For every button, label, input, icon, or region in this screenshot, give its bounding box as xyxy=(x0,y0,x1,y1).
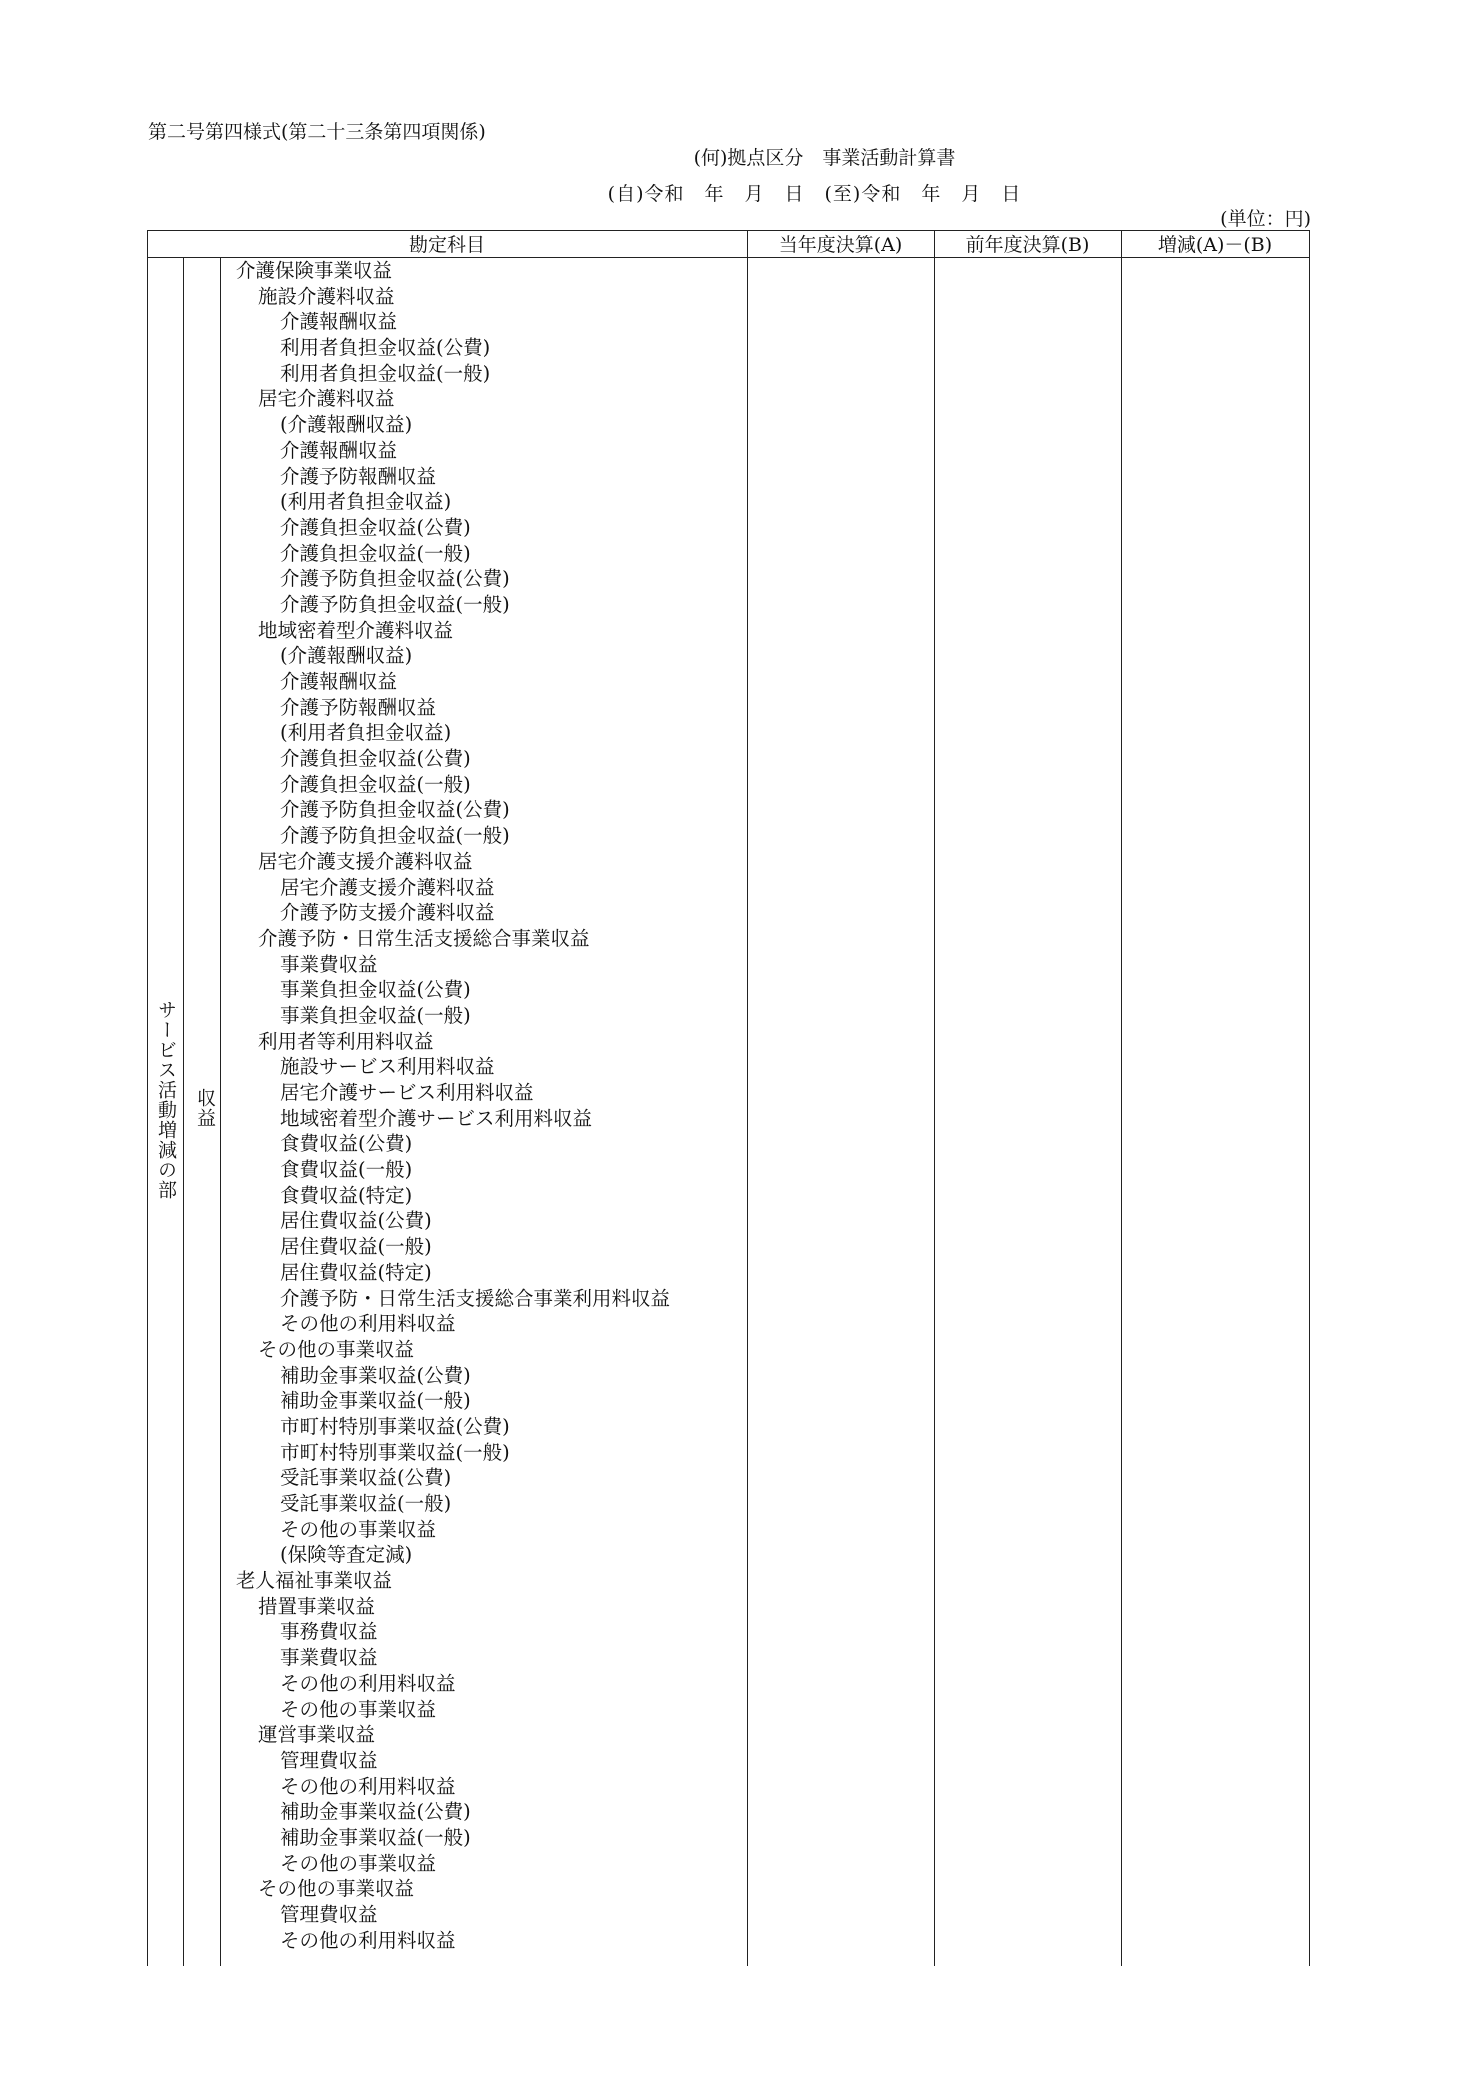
account-row: 介護報酬収益 xyxy=(280,670,398,693)
account-row: 受託事業収益(公費) xyxy=(280,1466,452,1490)
column-header-account: 勘定科目 xyxy=(408,234,485,256)
subsection-label-revenue: 収益 xyxy=(194,1088,216,1128)
account-row: 介護予防報酬収益 xyxy=(280,695,437,719)
account-row: 補助金事業収益(一般) xyxy=(280,1825,471,1849)
account-row: 補助金事業収益(公費) xyxy=(280,1800,471,1824)
account-row: 介護負担金収益(公費) xyxy=(280,747,471,771)
account-row: 施設介護料収益 xyxy=(258,284,395,308)
column-header-difference: 増減(A)－(B) xyxy=(1157,234,1273,256)
account-row: 受託事業収益(一般) xyxy=(280,1492,452,1515)
section-label-service-activity: サービス活動増減の部 xyxy=(155,1000,177,1200)
account-row: 事業負担金収益(公費) xyxy=(280,978,471,1002)
account-row: 居住費収益(特定) xyxy=(280,1260,432,1284)
account-row: その他の利用料収益 xyxy=(280,1774,456,1798)
account-row: 利用者負担金収益(公費) xyxy=(280,336,491,360)
account-row: 事業負担金収益(一般) xyxy=(280,1003,471,1027)
account-row: 介護保険事業収益 xyxy=(236,259,393,282)
account-row: その他の事業収益 xyxy=(280,1851,437,1875)
account-row: (利用者負担金収益) xyxy=(280,490,452,514)
account-row: その他の事業収益 xyxy=(258,1877,415,1901)
account-row: 介護予防・日常生活支援総合事業利用料収益 xyxy=(280,1286,671,1310)
account-row: 介護予防負担金収益(公費) xyxy=(280,567,510,591)
account-row: 老人福祉事業収益 xyxy=(236,1569,393,1593)
column-header-previous-year: 前年度決算(B) xyxy=(965,234,1090,256)
account-row: その他の事業収益 xyxy=(258,1337,415,1361)
account-row: その他の事業収益 xyxy=(280,1517,437,1541)
account-row: 市町村特別事業収益(公費) xyxy=(280,1414,510,1438)
account-row: 居宅介護支援介護料収益 xyxy=(258,849,473,873)
account-row: 事業費収益 xyxy=(280,1646,378,1670)
account-row: 居住費収益(公費) xyxy=(280,1209,432,1233)
account-row: 居宅介護サービス利用料収益 xyxy=(280,1081,534,1104)
account-row: 介護予防負担金収益(公費) xyxy=(280,798,510,822)
account-row: 介護負担金収益(一般) xyxy=(280,772,471,796)
account-row: 施設サービス利用料収益 xyxy=(280,1055,495,1079)
account-row: 管理費収益 xyxy=(280,1748,378,1772)
account-row: 管理費収益 xyxy=(280,1903,378,1926)
period-range: (自)令和 年 月 日 (至)令和 年 月 日 xyxy=(607,183,1022,205)
account-row: 事業費収益 xyxy=(280,952,378,976)
account-row: 居住費収益(一般) xyxy=(280,1235,432,1259)
account-row: 居宅介護料収益 xyxy=(258,387,395,411)
form-id: 第二号第四様式(第二十三条第四項関係) xyxy=(148,121,486,143)
account-rows xyxy=(236,258,746,1953)
account-row: 介護予防負担金収益(一般) xyxy=(280,824,510,848)
account-row: 介護予防報酬収益 xyxy=(280,464,437,488)
account-row: 運営事業収益 xyxy=(258,1723,376,1747)
account-row: 介護報酬収益 xyxy=(280,310,398,334)
account-row: 介護予防負担金収益(一般) xyxy=(280,592,510,616)
account-row: 介護報酬収益 xyxy=(280,438,398,462)
account-row: 利用者等利用料収益 xyxy=(258,1029,434,1053)
account-row: 食費収益(一般) xyxy=(280,1158,413,1182)
account-row: 市町村特別事業収益(一般) xyxy=(280,1440,510,1464)
account-row: 地域密着型介護サービス利用料収益 xyxy=(280,1106,593,1130)
account-row: その他の利用料収益 xyxy=(280,1671,456,1695)
account-row: (保険等査定減) xyxy=(280,1543,413,1567)
account-row: 地域密着型介護料収益 xyxy=(258,618,454,642)
account-row: 介護負担金収益(一般) xyxy=(280,541,471,565)
account-row: その他の利用料収益 xyxy=(280,1312,456,1336)
account-row: (介護報酬収益) xyxy=(280,413,413,437)
document-title: (何)拠点区分 事業活動計算書 xyxy=(693,147,956,169)
column-header-current-year: 当年度決算(A) xyxy=(778,234,903,256)
account-row: その他の利用料収益 xyxy=(280,1928,456,1952)
account-row: 介護負担金収益(公費) xyxy=(280,515,471,539)
account-row: 居宅介護支援介護料収益 xyxy=(280,875,495,899)
account-row: (介護報酬収益) xyxy=(280,644,413,668)
account-row: 介護予防・日常生活支援総合事業収益 xyxy=(258,926,590,950)
unit-label: (単位：円) xyxy=(1220,208,1311,230)
account-row: 措置事業収益 xyxy=(258,1594,376,1618)
account-row: 介護予防支援介護料収益 xyxy=(280,901,495,925)
account-row: 食費収益(特定) xyxy=(280,1183,413,1207)
account-row: 食費収益(公費) xyxy=(280,1132,413,1156)
account-row: 事務費収益 xyxy=(280,1620,378,1644)
account-row: 補助金事業収益(公費) xyxy=(280,1363,471,1387)
account-row: 補助金事業収益(一般) xyxy=(280,1389,471,1413)
account-row: 利用者負担金収益(一般) xyxy=(280,361,491,385)
account-row: その他の事業収益 xyxy=(280,1697,437,1721)
account-row: (利用者負担金収益) xyxy=(280,721,452,745)
